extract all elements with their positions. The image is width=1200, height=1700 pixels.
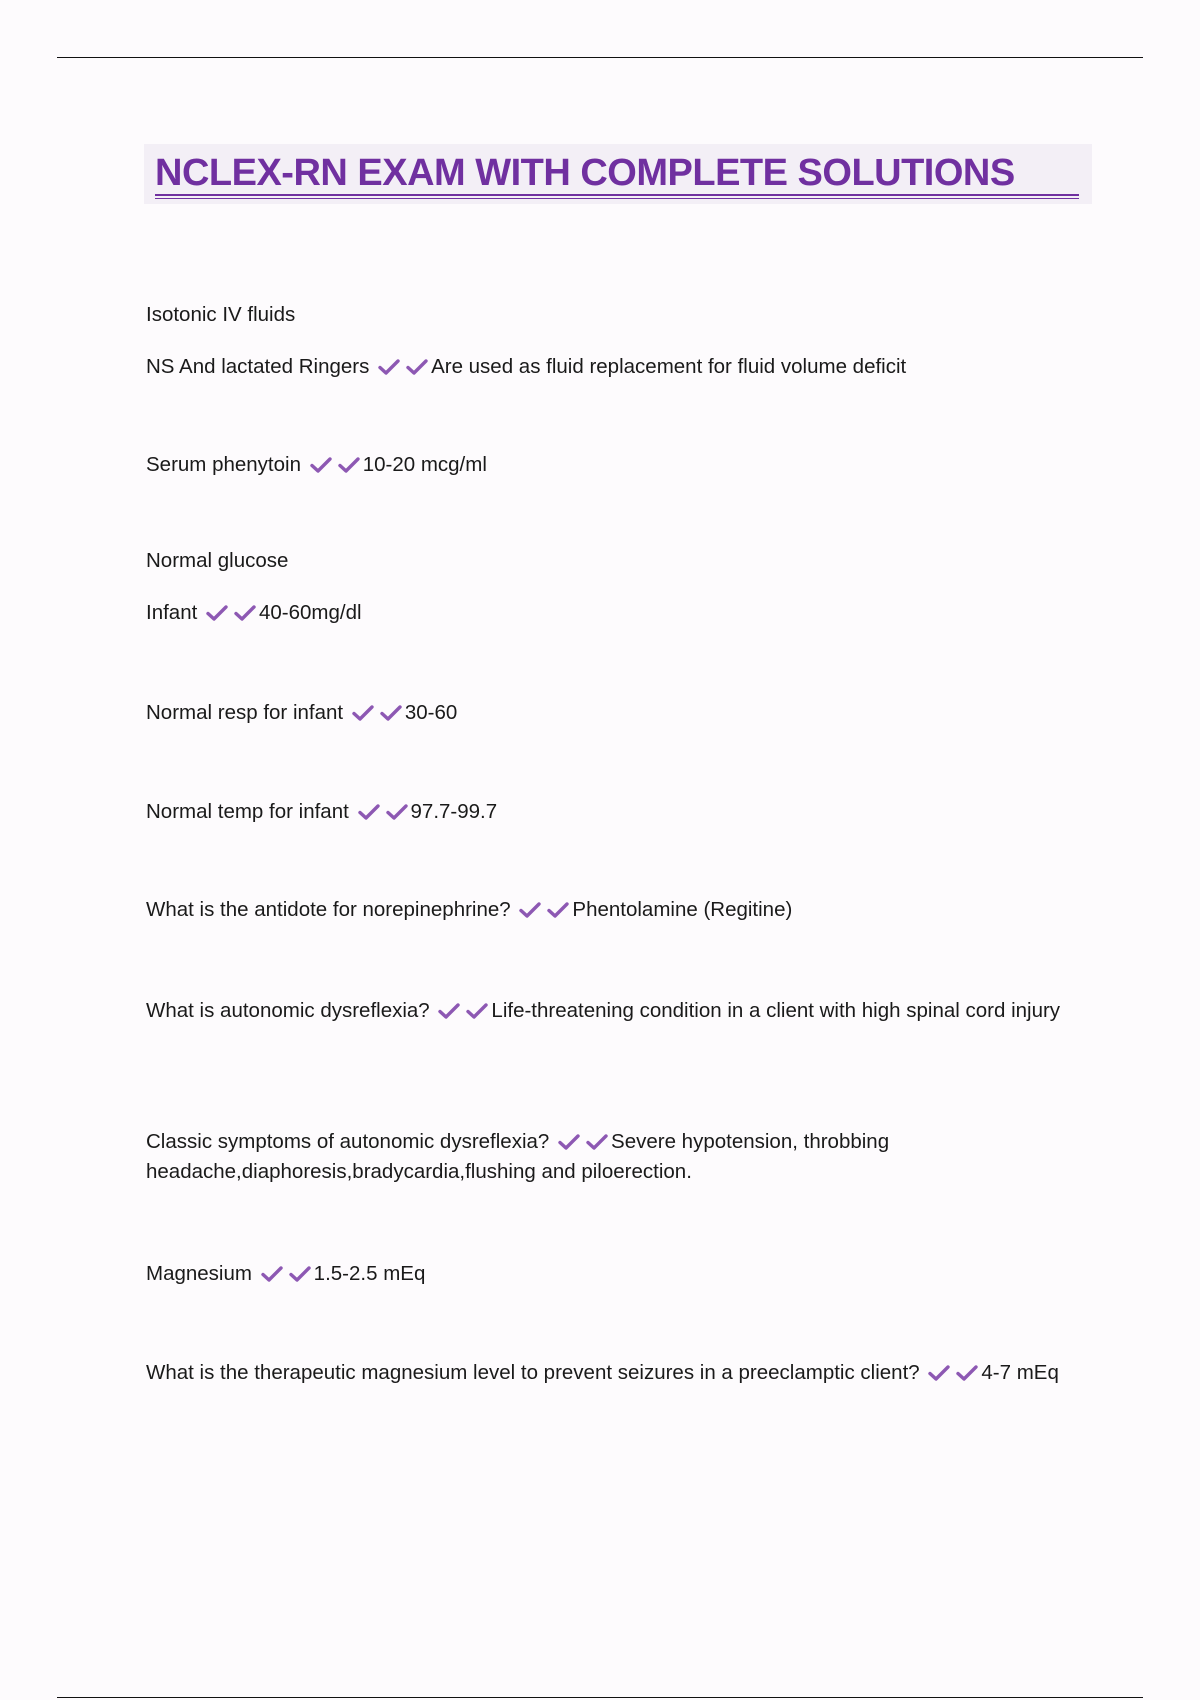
question-text: What is the antidote for norepinephrine? — [146, 898, 511, 921]
bottom-rule — [57, 1697, 1143, 1698]
answer-text: 1.5-2.5 mEq — [313, 1262, 426, 1285]
checkmark-icon — [205, 604, 229, 622]
question-text: Magnesium — [146, 1262, 252, 1285]
qa-entry — [146, 1259, 1096, 1289]
qa-entry — [146, 698, 1096, 728]
qa-entry — [146, 352, 1096, 382]
checkmark-icon — [379, 704, 403, 722]
qa-entry — [146, 797, 1096, 827]
answer-text: Phentolamine (Regitine) — [572, 898, 793, 921]
checkmark-icon — [357, 803, 381, 821]
question-text: Normal temp for infant — [146, 800, 349, 823]
title-underline-second — [155, 198, 1079, 199]
question-text: Classic symptoms of autonomic dysreflexia? — [146, 1130, 550, 1153]
checkmark-icon — [233, 604, 257, 622]
question-text: Normal resp for infant — [146, 701, 344, 724]
answer-text: 40-60mg/dl — [259, 601, 362, 624]
question-text: What is the therapeutic magnesium level to prevent seizures in a preeclamptic client? — [146, 1361, 920, 1384]
checkmark-icon — [465, 1002, 489, 1020]
checkmark-icon — [405, 358, 429, 376]
top-rule — [57, 57, 1143, 58]
question-text: Infant — [146, 601, 198, 624]
checkmark-icon — [557, 1133, 581, 1151]
qa-entry — [146, 598, 1096, 628]
answer-text: Severe hypotension, throbbing headache,diaphoresis,bradycardia,flushing and piloerection. — [146, 1130, 890, 1183]
answer-text: 30-60 — [404, 701, 458, 724]
title-underline — [155, 194, 1079, 196]
title-banner — [144, 144, 1092, 204]
qa-entry — [146, 1127, 1096, 1187]
question-text: What is autonomic dysreflexia? — [146, 999, 430, 1022]
checkmark-icon — [385, 803, 409, 821]
checkmark-icon — [518, 901, 542, 919]
qa-entry — [146, 450, 1096, 480]
checkmark-icon — [337, 456, 361, 474]
checkmark-icon — [955, 1364, 979, 1382]
answer-text: 97.7-99.7 — [410, 800, 498, 823]
qa-entry — [146, 996, 1096, 1026]
answer-text: Are used as fluid replacement for fluid volume deficit — [431, 355, 907, 378]
checkmark-icon — [585, 1133, 609, 1151]
checkmark-icon — [288, 1265, 312, 1283]
question-text: NS And lactated Ringers — [146, 355, 370, 378]
checkmark-icon — [546, 901, 570, 919]
answer-text: 4-7 mEq — [981, 1361, 1059, 1384]
checkmark-icon — [309, 456, 333, 474]
entry-heading: Isotonic IV fluids — [146, 303, 296, 326]
qa-entry — [146, 895, 1096, 925]
question-text: Serum phenytoin — [146, 453, 301, 476]
qa-entry — [146, 1358, 1096, 1388]
checkmark-icon — [377, 358, 401, 376]
entry-heading: Normal glucose — [146, 549, 289, 572]
checkmark-icon — [351, 704, 375, 722]
checkmark-icon — [437, 1002, 461, 1020]
page-title: NCLEX-RN EXAM WITH COMPLETE SOLUTIONS — [155, 152, 1015, 194]
checkmark-icon — [927, 1364, 951, 1382]
checkmark-icon — [260, 1265, 284, 1283]
answer-text: 10-20 mcg/ml — [362, 453, 487, 476]
answer-text: Life-threatening condition in a client with high spinal cord injury — [491, 999, 1061, 1022]
